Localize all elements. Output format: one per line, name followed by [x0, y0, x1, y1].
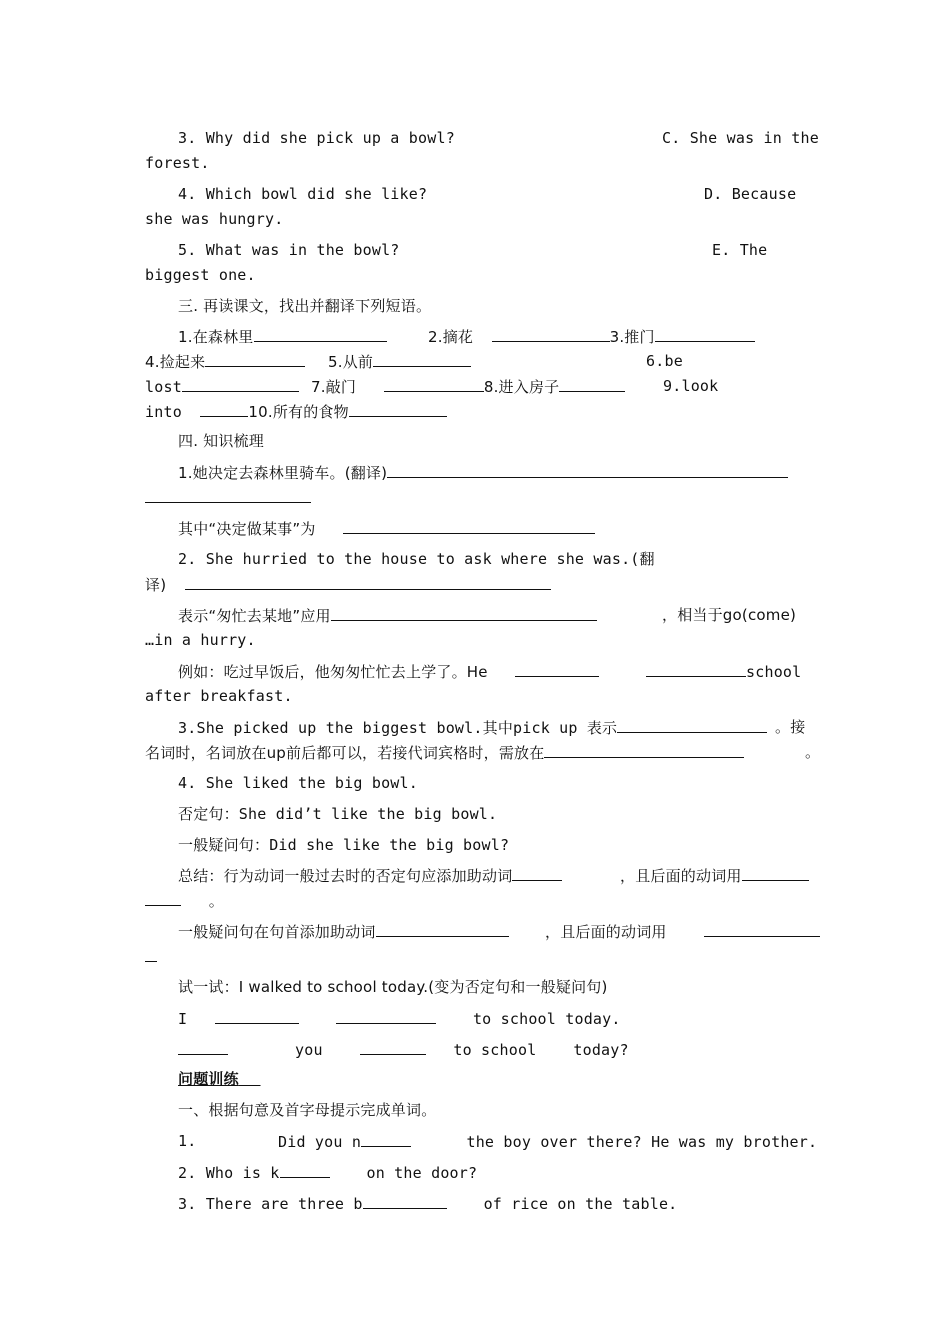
item-3b: 。接 [775, 718, 806, 736]
exercise-1-body [278, 1131, 817, 1152]
try-1a: I [178, 1010, 188, 1028]
item-1b [178, 518, 595, 539]
item-2g-text: school [746, 663, 802, 681]
item-3c [145, 742, 744, 763]
answer-blank[interactable] [215, 1008, 299, 1024]
answer-blank[interactable] [384, 376, 484, 392]
summary-5-text: ，且后面的动词用 [545, 923, 667, 941]
answer-blank[interactable] [280, 1162, 330, 1178]
answer-c-line2: forest. [145, 154, 210, 172]
phrase-7: 7.敲门 [311, 378, 357, 396]
phrase-2: 2.摘花 [428, 328, 474, 346]
exercise-1-rest: the boy over there? He was my brother. [466, 1133, 818, 1151]
answer-blank[interactable] [178, 1039, 228, 1055]
phrase-6a: 6.be [646, 352, 683, 370]
item-2d: ，相当于go(come) [662, 606, 797, 624]
answer-blank[interactable] [145, 890, 181, 906]
answer-c-line1: C. She was in the [662, 129, 819, 147]
answer-blank[interactable] [742, 865, 809, 881]
try-1b: to school today. [472, 1010, 621, 1028]
phrase-3: 3.推门 [609, 328, 655, 346]
item-1-text: 1.她决定去森林里骑车。(翻译) [178, 464, 388, 482]
item-1 [178, 462, 788, 483]
item-2f [178, 661, 599, 682]
answer-blank[interactable] [492, 326, 610, 342]
answer-d-line1: D. Because [704, 185, 797, 203]
answer-blank[interactable] [331, 605, 597, 621]
phrase-4: 4.捡起来 [145, 353, 206, 371]
phrase-row-2 [145, 351, 305, 372]
item-2b-text: 译) [145, 576, 167, 594]
item-3a [178, 717, 767, 738]
try-line-1 [178, 1008, 299, 1029]
answer-blank[interactable] [360, 1039, 426, 1055]
answer-blank[interactable] [376, 921, 509, 937]
answer-blank[interactable] [254, 326, 387, 342]
try-it-text: 试一试：I walked to school today.(变为否定句和一般疑问句) [178, 978, 608, 996]
summary-4 [178, 921, 509, 942]
try-it [178, 977, 608, 997]
summary-5-cont [145, 946, 157, 967]
answer-blank[interactable] [559, 376, 625, 392]
answer-e-line2: biggest one. [145, 266, 256, 284]
item-2g [646, 661, 801, 682]
item-3c-text: 名词时，名词放在up前后都可以，若接代词宾格时，需放在 [145, 744, 545, 762]
phrase-5-row [328, 351, 471, 372]
item-1-cont [145, 487, 311, 508]
item-4-question: 一般疑问句：Did she like the big bowl? [178, 836, 510, 854]
phrase-row-3 [145, 376, 299, 397]
phrase-row-1 [178, 326, 387, 347]
item-2e: …in a hurry. [145, 631, 256, 649]
item-2: 2. She hurried to the house to ask where she was.(翻 [178, 550, 655, 568]
item-3d: 。 [805, 743, 821, 761]
item-2-cont [145, 574, 551, 595]
item-2c-text: 表示“匆忙去某地”应用 [178, 607, 331, 625]
exercise-2 [178, 1162, 477, 1183]
item-3a-text: 3.She picked up the biggest bowl.其中pick up 表示 [178, 719, 618, 737]
answer-blank[interactable] [544, 742, 744, 758]
item-2h: after breakfast. [145, 687, 293, 705]
exercise-1-text: Did you n [278, 1133, 362, 1151]
summary-2-text: ，且后面的动词用 [620, 867, 742, 885]
answer-blank[interactable] [205, 351, 305, 367]
summary-5 [545, 921, 820, 942]
exercise-3 [178, 1193, 677, 1214]
answer-blank[interactable] [363, 1193, 447, 1209]
training-title [178, 1069, 261, 1089]
answer-blank[interactable] [646, 661, 746, 677]
phrase-9a: 9.look [663, 377, 719, 395]
phrase-8: 8.进入房子 [483, 378, 560, 396]
answer-blank[interactable] [704, 921, 820, 937]
exercise-1-num: 1. [178, 1132, 197, 1150]
item-2c [178, 605, 597, 626]
try-line-2b [295, 1039, 629, 1060]
try-line-1b [336, 1008, 621, 1029]
item-2f-text: 例如：吃过早饭后，他匆匆忙忙去上学了。He [178, 663, 488, 681]
answer-blank[interactable] [182, 376, 299, 392]
training-subtitle: 一、根据句意及首字母提示完成单词。 [178, 1101, 437, 1119]
answer-blank[interactable] [200, 401, 248, 417]
summary-3 [145, 890, 224, 911]
item-4-negative: 否定句：She did’t like the big bowl. [178, 805, 498, 823]
answer-blank[interactable] [617, 717, 767, 733]
question-5: 5. What was in the bowl? [178, 241, 400, 259]
question-3: 3. Why did she pick up a bowl? [178, 129, 455, 147]
summary-2 [620, 865, 809, 886]
section-3-title: 三. 再读课文，找出并翻译下列短语。 [178, 297, 432, 315]
answer-e-line1: E. The [712, 241, 768, 259]
question-4: 4. Which bowl did she like? [178, 185, 428, 203]
exercise-3-rest: of rice on the table. [483, 1195, 678, 1213]
answer-blank[interactable] [336, 1008, 436, 1024]
summary-3-text: 。 [208, 892, 224, 910]
phrase-7-row [311, 376, 625, 397]
phrase-5: 5.从前 [328, 353, 374, 371]
answer-blank[interactable] [145, 487, 311, 503]
answer-blank[interactable] [655, 326, 755, 342]
answer-blank[interactable] [349, 401, 447, 417]
phrase-2-row [428, 326, 755, 347]
item-1b-text: 其中“决定做某事”为 [178, 520, 316, 538]
exercise-3-text: 3. There are three b [178, 1195, 363, 1213]
summary-1 [178, 865, 562, 886]
answer-blank[interactable] [515, 661, 599, 677]
training-title-text: 问题训练 [178, 1070, 239, 1088]
answer-blank[interactable] [343, 518, 595, 534]
phrase-6b: lost [145, 378, 182, 396]
answer-blank[interactable] [387, 462, 788, 478]
answer-blank[interactable] [512, 865, 562, 881]
answer-blank[interactable] [145, 946, 157, 962]
phrase-row-4 [145, 401, 447, 422]
summary-1-text: 总结：行为动词一般过去时的否定句应添加助动词 [178, 867, 513, 885]
answer-blank[interactable] [373, 351, 471, 367]
try-2b: to school [453, 1041, 537, 1059]
try-line-2 [178, 1039, 228, 1060]
try-2a: you [295, 1041, 323, 1059]
phrase-9b: into [145, 403, 182, 421]
answer-d-line2: she was hungry. [145, 210, 284, 228]
answer-blank[interactable] [361, 1131, 411, 1147]
summary-4-text: 一般疑问句在句首添加助动词 [178, 923, 376, 941]
answer-blank[interactable] [185, 574, 551, 590]
exercise-1 [178, 1131, 196, 1151]
exercise-2-text: 2. Who is k [178, 1164, 280, 1182]
phrase-1: 1.在森林里 [178, 328, 254, 346]
exercise-2-rest: on the door? [366, 1164, 478, 1182]
item-4: 4. She liked the big bowl. [178, 774, 418, 792]
section-4-title: 四. 知识梳理 [178, 432, 264, 450]
phrase-10: 10.所有的食物 [248, 403, 349, 421]
try-2c: today? [573, 1041, 629, 1059]
